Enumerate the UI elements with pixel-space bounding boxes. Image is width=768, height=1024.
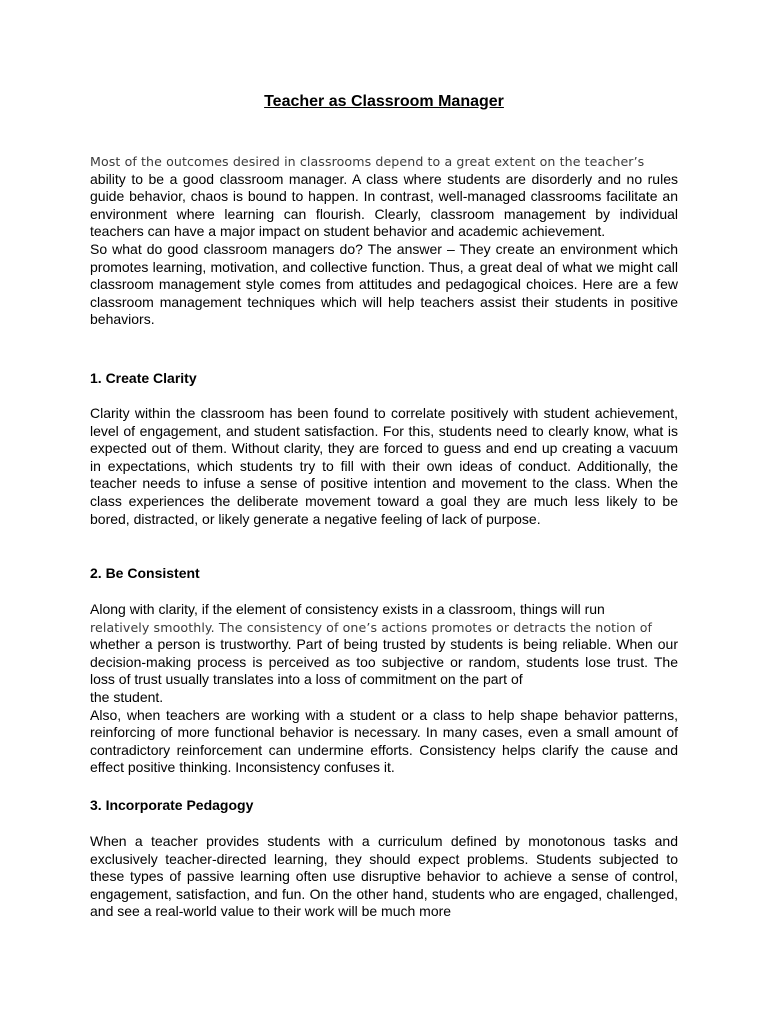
section-heading-create-clarity: 1. Create Clarity [90,370,197,386]
section-body-be-consistent [90,601,678,777]
consistent-first-line: Along with clarity, if the element of consistency exists in a classroom, things will run [90,601,605,617]
consistent-second-line: relatively smoothly. The consistency of one’s actions promotes or detracts the notion of [90,619,653,635]
split-right-word: student. [113,688,164,705]
intro-first-line: Most of the outcomes desired in classrooms depend to a great extent on the teacher’s [90,154,645,169]
page-title: Teacher as Classroom Manager [264,93,504,110]
intro-paragraph [90,153,678,329]
intro-rest: ability to be a good classroom manager. A class where students are disorderly and no rules guide behavior, chaos is bound to happen. In contrast, well-managed classrooms facilitate an environment where learning can flourish. Clearly, classroom management by individual teachers can have a major impact on student behavior and academic achievement. [90,170,678,240]
section-body-create-clarity: Clarity within the classroom has been found to correlate positively with student achievement, level of engagement, and student satisfaction. For this, students need to clearly know, what is expected out of them. Without clarity, they are forced to guess and end up creating a vacuum in expectations, which students try to fill with their own ideas of conduct. Additionally, the teacher needs to infuse a sense of positive intention and movement to the class. When the class experiences the deliberate movement toward a goal they are much less likely to be bored, distracted, or likely generate a negative feeling of lack of purpose. [90,405,678,527]
section-heading-incorporate-pedagogy: 3. Incorporate Pedagogy [90,797,254,813]
consistent-split-line [90,689,678,707]
section-heading-be-consistent: 2. Be Consistent [90,565,200,581]
consistent-middle: whether a person is trustworthy. Part of being trusted by students is being reliable. When our decision-making process is perceived as too subjective or random, students lose trust. The loss of trust usually translates into a loss of commitment on the part of [90,636,678,688]
consistent-end: Also, when teachers are working with a student or a class to help shape behavior patterns, reinforcing of more functional behavior is necessary. In many cases, even a small amount of contradictory reinforcement can undermine efforts. Consistency helps clarify the cause and effect positive thinking. Inconsistency confuses it. [90,706,678,776]
section-body-incorporate-pedagogy: When a teacher provides students with a curriculum defined by monotonous tasks and exclusively teacher-directed learning, they should expect problems. Students subjected to these types of passive learning often use disruptive behavior to achieve a sense of control, engagement, satisfaction, and fun. On the other hand, students who are engaged, challenged, and see a real-world value to their work will be much more [90,833,678,920]
intro-paragraph-2: So what do good classroom managers do? The answer – They create an environment which promotes learning, motivation, and collective function. Thus, a great deal of what we might call classroom management style comes from attitudes and pedagogical choices. Here are a few classroom management techniques which will help teachers assist their students in positive behaviors. [90,240,678,328]
split-left-word: the [90,688,110,705]
